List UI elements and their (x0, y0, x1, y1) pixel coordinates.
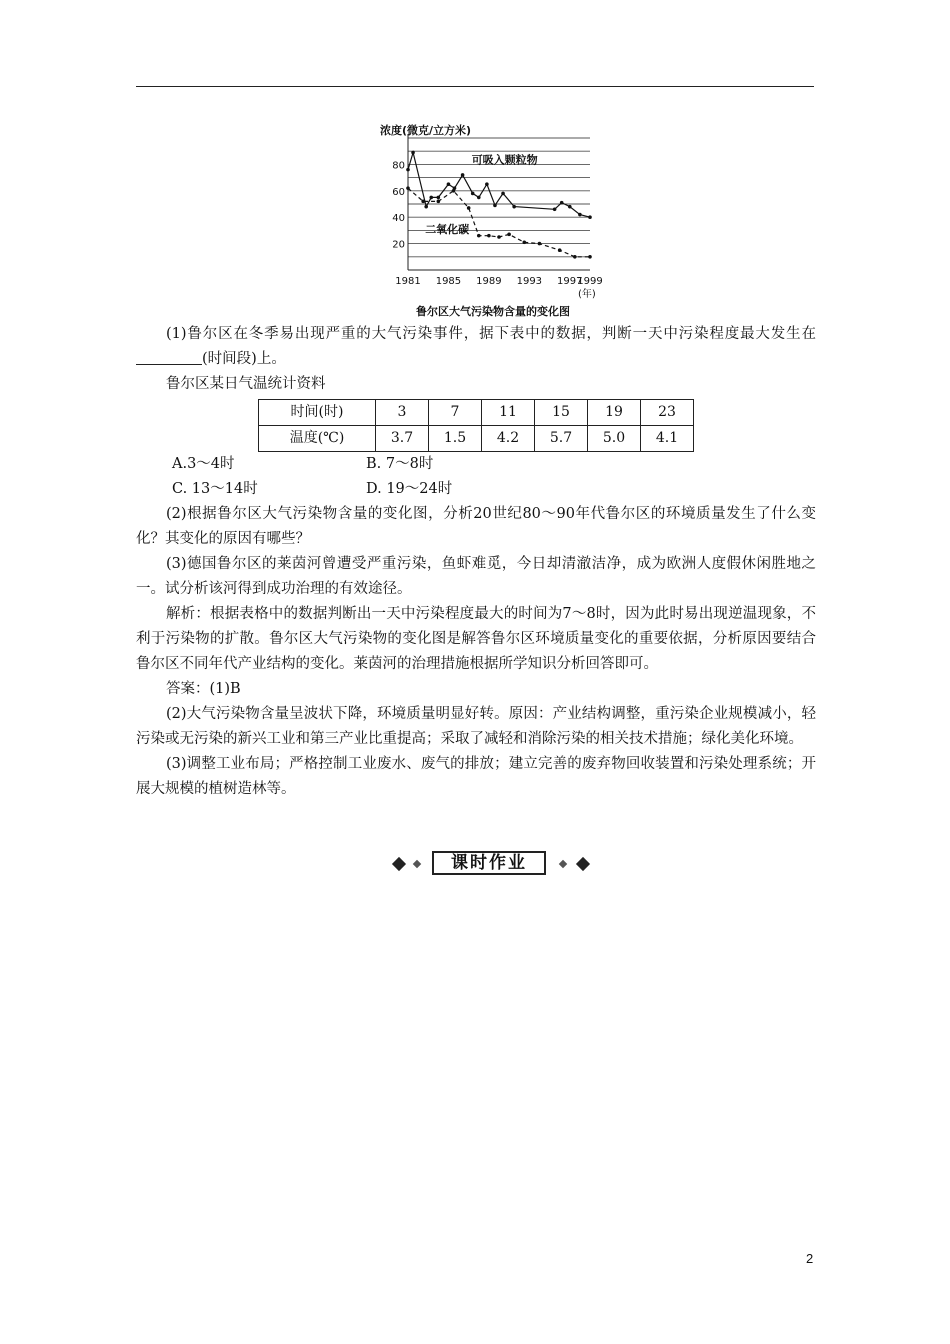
y-tick-label: 20 (392, 239, 405, 251)
table-cell: 5.0 (588, 426, 641, 452)
data-point (424, 205, 428, 209)
data-point (406, 168, 410, 172)
x-tick-label: 1989 (476, 276, 502, 287)
x-unit-label: (年) (578, 289, 596, 300)
section-banner (388, 850, 598, 878)
data-point (467, 206, 471, 210)
answer-blank (136, 348, 202, 365)
data-point (553, 207, 557, 211)
question-2: (2)根据鲁尔区大气污染物含量的变化图，分析20世纪80～90年代鲁尔区的环境质量发生了什么变化？其变化的原因有哪些？ (136, 506, 816, 547)
data-point (568, 205, 572, 209)
answer-3: (3)调整工业布局；严格控制工业废水、废气的排放；建立完善的废弃物回收装置和污染处理系统；开展大规模的植树造林等。 (136, 756, 816, 797)
x-tick-label: 1997 (557, 276, 583, 287)
table-cell: 4.2 (482, 426, 535, 452)
banner-title: 课时作业 (432, 851, 546, 875)
data-point (487, 234, 491, 238)
data-point (477, 234, 481, 238)
table-row (259, 426, 694, 452)
data-point (406, 186, 410, 190)
table-cell: 3 (376, 400, 429, 426)
data-point (461, 173, 465, 177)
page-number: 2 (806, 1251, 814, 1266)
x-tick-label: 1985 (435, 276, 462, 287)
x-tick-label: 1993 (516, 276, 543, 287)
table-cell: 15 (535, 400, 588, 426)
data-point (588, 255, 592, 259)
table-row (259, 400, 694, 426)
data-point (485, 182, 489, 186)
x-tick-label: 1981 (395, 276, 421, 287)
options-row-1 (136, 452, 816, 477)
table-cell: 11 (482, 400, 535, 426)
data-point (493, 204, 497, 208)
data-point (497, 235, 501, 239)
y-tick-label: 60 (392, 186, 405, 198)
data-point (558, 248, 562, 252)
y-axis-label: 浓度(微克/立方米) (380, 124, 472, 137)
analysis: 解析：根据表格中的数据判断出一天中污染程度最大的时间为7～8时，因为此时易出现逆温现象，不利于污染物的扩散。鲁尔区大气污染物的变化图是解答鲁尔区环境质量变化的重要依据，分析原因要结合鲁尔区不同年代产业结构的变化。莱茵河的治理措施根据所学知识分析回答即可。 (136, 606, 816, 672)
question-3: (3)德国鲁尔区的莱茵河曾遭受严重污染，鱼虾难觅，今日却清澈洁净，成为欧洲人度假休闲胜地之一。试分析该河得到成功治理的有效途径。 (136, 556, 816, 597)
option-a: A.3～4时 (172, 456, 235, 472)
data-point (421, 200, 425, 204)
data-point (507, 233, 511, 237)
table-cell: 3.7 (376, 426, 429, 452)
option-d: D. 19～24时 (366, 481, 453, 497)
table-cell: 1.5 (429, 426, 482, 452)
table-cell: 23 (641, 400, 694, 426)
data-point (437, 196, 441, 200)
data-point (437, 200, 441, 204)
x-tick-label: 1999 (577, 276, 603, 287)
series-label-1: 可吸入颗粒物 (471, 153, 538, 167)
data-point (471, 192, 475, 196)
table-cell: 4.1 (641, 426, 694, 452)
option-b: B. 7～8时 (366, 456, 434, 472)
temperature-table (258, 399, 694, 452)
pollution-line-chart (378, 118, 608, 328)
table-cell: 5.7 (535, 426, 588, 452)
answer-1: 答案：(1)B (166, 681, 241, 697)
data-point (560, 201, 564, 205)
diamond-icon (392, 857, 406, 871)
y-tick-label: 40 (392, 213, 405, 225)
table-cell: 19 (588, 400, 641, 426)
header-rule (136, 86, 814, 87)
table-caption: 鲁尔区某日气温统计资料 (166, 376, 326, 392)
options-row-2 (136, 477, 816, 502)
data-point (477, 196, 481, 200)
data-point (538, 242, 542, 246)
answer-2: (2)大气污染物含量呈波状下降，环境质量明显好转。原因：产业结构调整，重污染企业规模减小，轻污染或无污染的新兴工业和第三产业比重提高；采取了减轻和消除污染的相关技术措施；绿化美化环境。 (136, 706, 816, 747)
question-1: (1)鲁尔区在冬季易出现严重的大气污染事件，据下表中的数据，判断一天中污染程度最大发生在(时间段)上。 (136, 322, 816, 372)
data-point (411, 151, 415, 155)
small-diamond-icon (559, 860, 567, 868)
content (136, 322, 816, 802)
y-tick-label: 80 (392, 160, 405, 172)
data-point (578, 213, 582, 217)
data-point (501, 192, 505, 196)
chart-title: 鲁尔区大气污染物含量的变化图 (416, 305, 570, 318)
table-header-cell: 温度(℃) (259, 426, 376, 452)
data-point (429, 196, 433, 200)
table-header-cell: 时间(时) (259, 400, 376, 426)
small-diamond-icon (413, 860, 421, 868)
table-cell: 7 (429, 400, 482, 426)
data-point (452, 189, 456, 193)
data-point (512, 205, 516, 209)
data-point (588, 215, 592, 219)
data-point (447, 182, 451, 186)
series-label-2: 二氧化碳 (425, 223, 470, 237)
option-c: C. 13～14时 (172, 481, 258, 497)
data-point (522, 240, 526, 244)
diamond-icon (576, 857, 590, 871)
data-point (573, 255, 577, 259)
